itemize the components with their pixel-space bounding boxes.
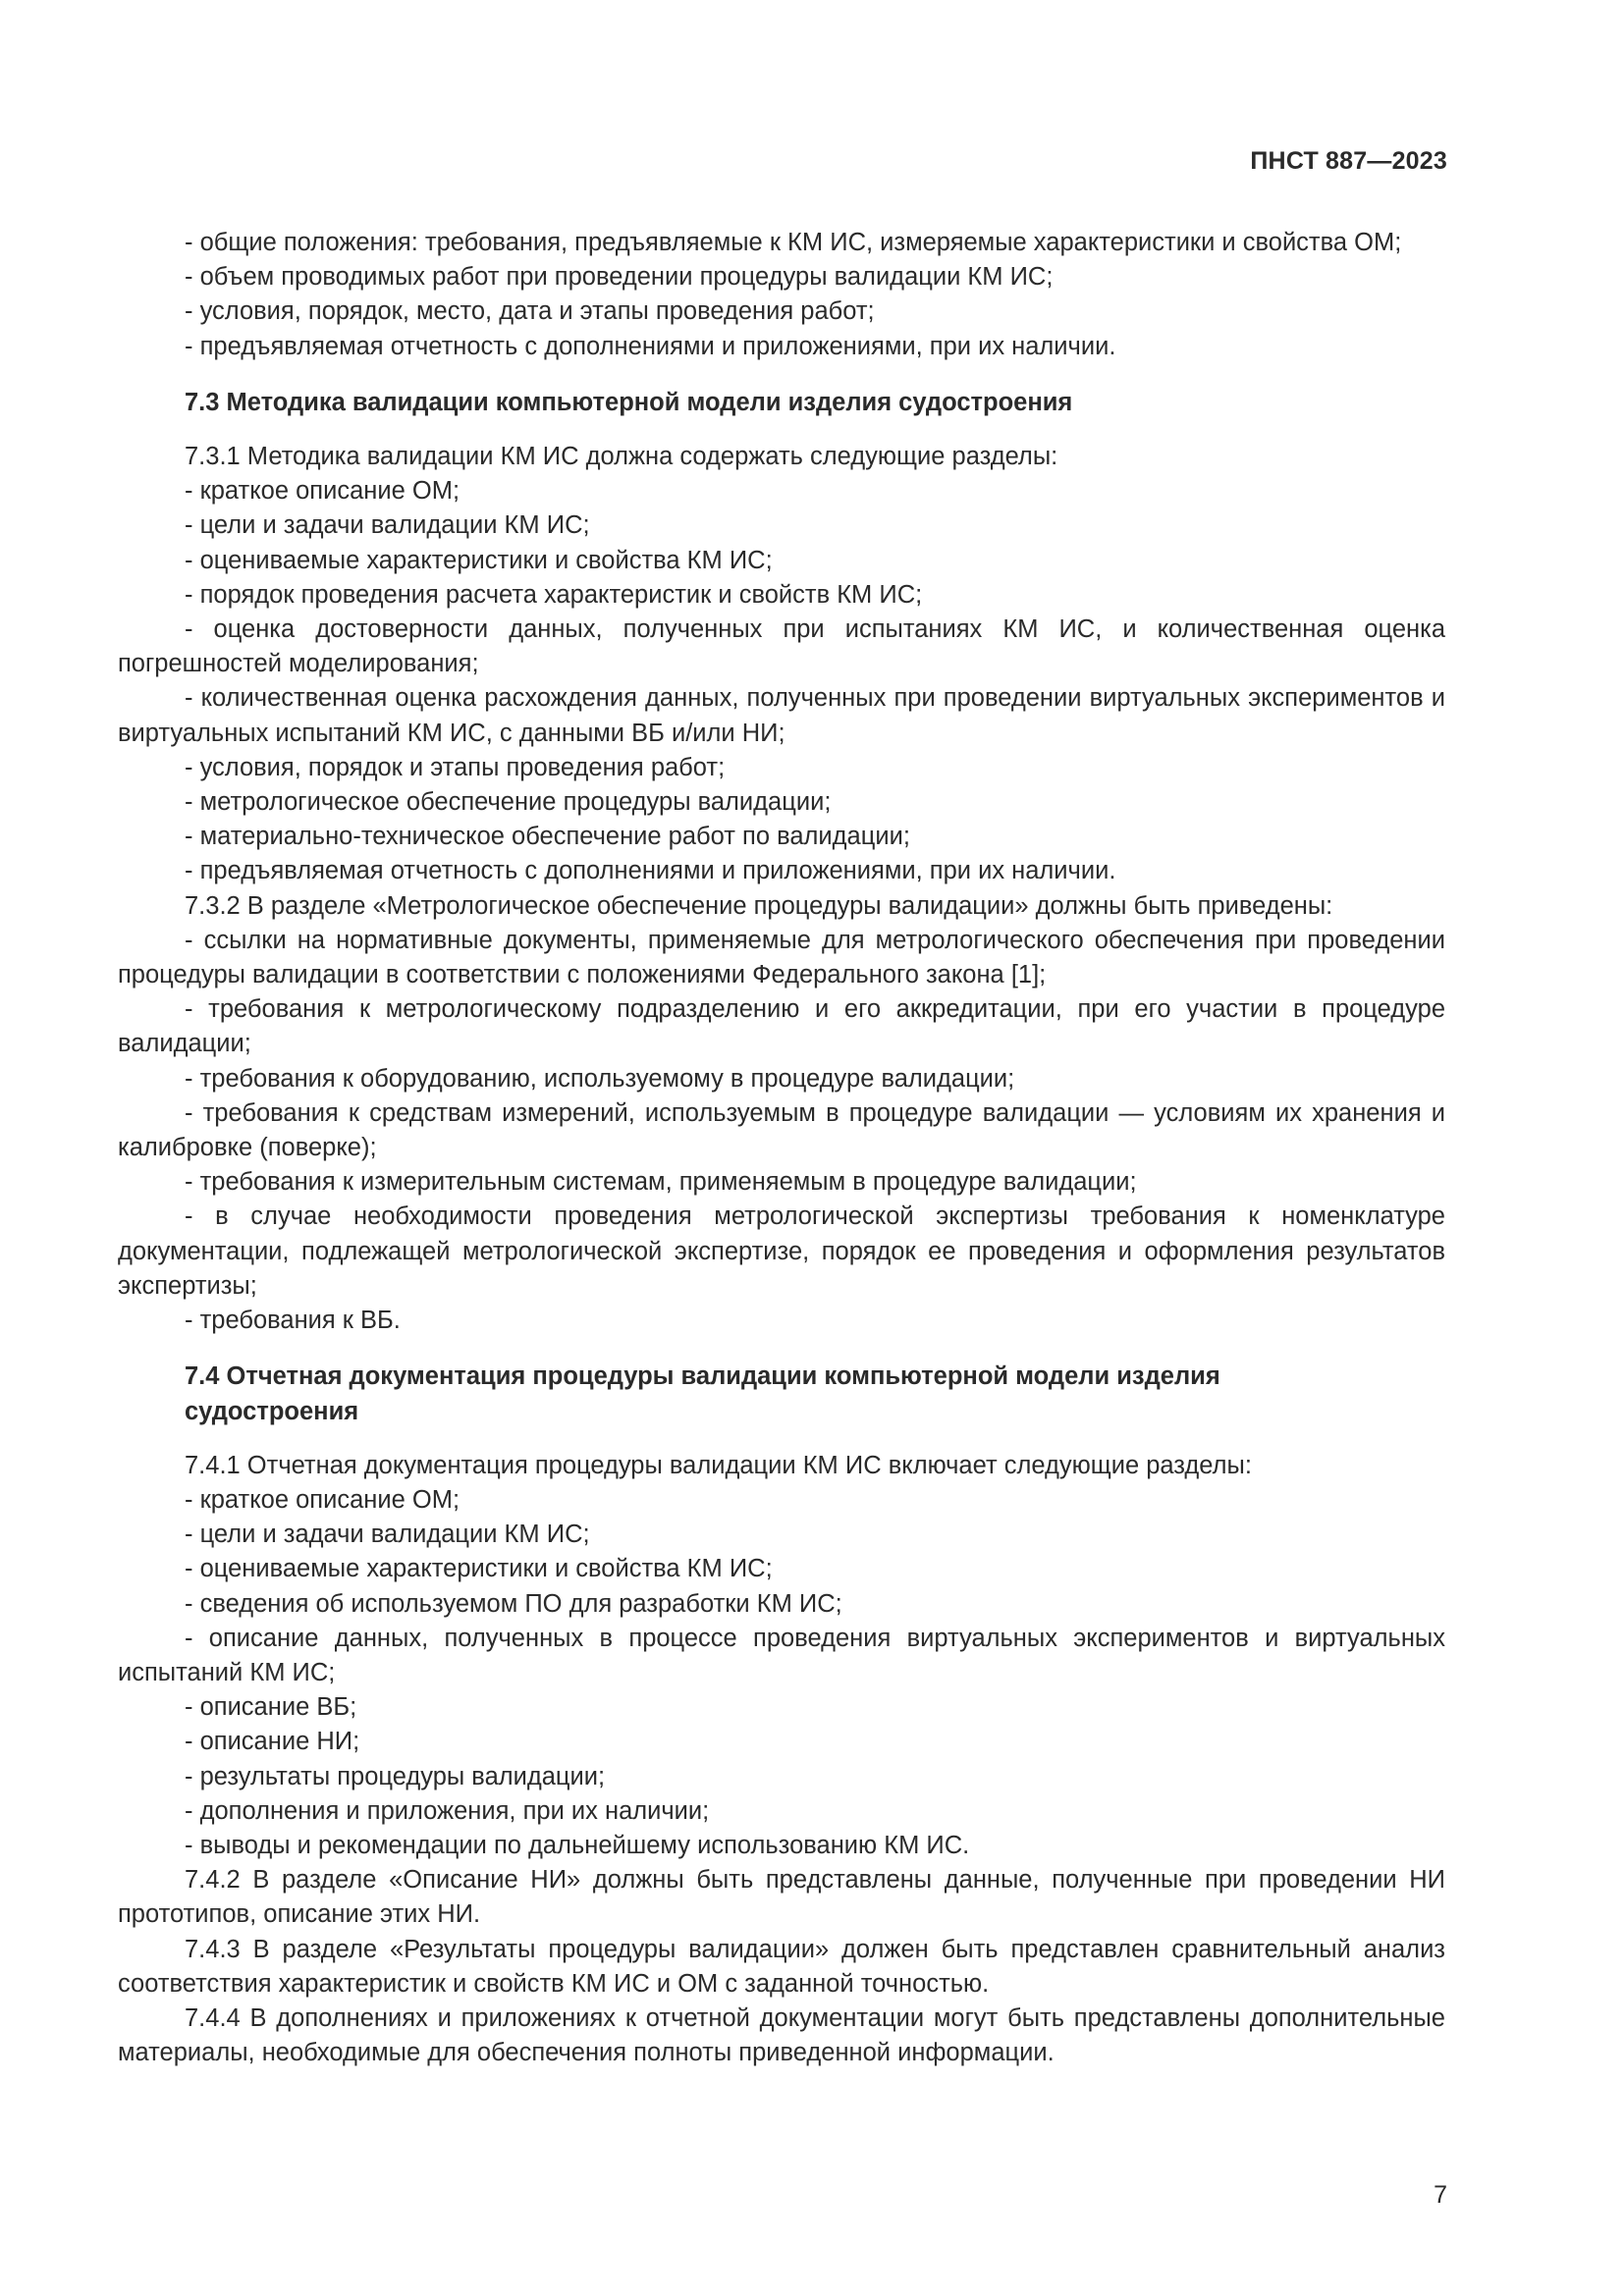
list-item: - общие положения: требования, предъявляемые к КМ ИС, измеряемые характеристики и свойства ОМ; — [185, 229, 1402, 256]
list-item: - описание ВБ; — [185, 1693, 357, 1722]
page-content — [118, 226, 1445, 2070]
list-item: - условия, порядок, место, дата и этапы проведения работ; — [185, 297, 875, 326]
list-item: - сведения об используемом ПО для разработки КМ ИС; — [185, 1589, 842, 1618]
list-item: - требования к оборудованию, используемому в процедуре валидации; — [185, 1064, 1015, 1093]
list-item: - оцениваемые характеристики и свойства КМ ИС; — [185, 1555, 773, 1583]
list-item: - описание НИ; — [185, 1728, 360, 1756]
list-item: - предъявляемая отчетность с дополнениями и приложениями, при их наличии. — [185, 332, 1116, 360]
paragraph: 7.3.1 Методика валидации КМ ИС должна содержать следующие разделы: — [185, 443, 1058, 471]
list-item: - метрологическое обеспечение процедуры валидации; — [185, 788, 832, 817]
list-item: - ссылки на нормативные документы, применяемые для метрологического обеспечения при проведении процедуры валидации в соответствии с положениями Федерального закона [1]; — [118, 926, 1445, 989]
list-item: - количественная оценка расхождения данных, полученных при проведении виртуальных экспериментов и виртуальных испытаний КМ ИС, с данными ВБ и/или НИ; — [118, 684, 1445, 747]
list-item: - материально-техническое обеспечение работ по валидации; — [185, 823, 910, 851]
list-item: - предъявляемая отчетность с дополнениями и приложениями, при их наличии. — [185, 857, 1116, 885]
list-item: - результаты процедуры валидации; — [185, 1762, 606, 1790]
list-item: - описание данных, полученных в процессе проведения виртуальных экспериментов и виртуальных испытаний КМ ИС; — [118, 1624, 1445, 1686]
list-item: - выводы и рекомендации по дальнейшему использованию КМ ИС. — [185, 1831, 970, 1859]
paragraph: 7.4.3 В разделе «Результаты процедуры валидации» должен быть представлен сравнительный анализ соответствия характеристик и свойств КМ ИС и ОМ с заданной точностью. — [118, 1935, 1445, 1998]
list-item: - дополнения и приложения, при их наличии; — [185, 1796, 710, 1825]
list-item: - требования к измерительным системам, применяемым в процедуре валидации; — [185, 1168, 1137, 1197]
list-item: - требования к метрологическому подразделению и его аккредитации, при его участии в процедуре валидации; — [118, 995, 1445, 1058]
list-item: - требования к ВБ. — [185, 1307, 401, 1335]
list-item: - краткое описание ОМ; — [185, 477, 460, 506]
list-item: - цели и задачи валидации КМ ИС; — [185, 511, 590, 540]
document-code: ПНСТ 887—2023 — [1250, 147, 1447, 175]
list-item: - цели и задачи валидации КМ ИС; — [185, 1521, 590, 1549]
list-item: - объем проводимых работ при проведении процедуры валидации КМ ИС; — [185, 263, 1054, 292]
paragraph: 7.4.4 В дополнениях и приложениях к отчетной документации могут быть представлены дополнительные материалы, необходимые для обеспечения полноты приведенной информации. — [118, 2003, 1445, 2067]
section-heading-line: судостроения — [185, 1397, 359, 1425]
section-heading-7-4 — [118, 1360, 1445, 1428]
list-item: - оцениваемые характеристики и свойства КМ ИС; — [185, 546, 773, 574]
paragraph: 7.3.2 В разделе «Метрологическое обеспечение процедуры валидации» должны быть приведены: — [185, 891, 1333, 920]
list-item: - краткое описание ОМ; — [185, 1485, 460, 1514]
section-heading-line: 7.4 Отчетная документация процедуры валидации компьютерной модели изделия — [185, 1362, 1220, 1391]
page-number: 7 — [1434, 2181, 1447, 2209]
list-item: - условия, порядок и этапы проведения работ; — [185, 753, 726, 781]
paragraph: 7.4.1 Отчетная документация процедуры валидации КМ ИС включает следующие разделы: — [185, 1451, 1252, 1479]
section-heading-7-3: 7.3 Методика валидации компьютерной модели изделия судостроения — [185, 388, 1073, 416]
list-item: - в случае необходимости проведения метрологической экспертизы требования к номенклатуре документации, подлежащей метрологической экспертизе, порядок ее проведения и оформления результатов экспертизы; — [118, 1202, 1445, 1300]
list-item: - порядок проведения расчета характеристик и свойств КМ ИС; — [185, 580, 923, 609]
list-item: - оценка достоверности данных, полученных при испытаниях КМ ИС, и количественная оценка погрешностей моделирования; — [118, 615, 1445, 678]
paragraph: 7.4.2 В разделе «Описание НИ» должны быть представлены данные, полученные при проведении НИ прототипов, описание этих НИ. — [118, 1866, 1445, 1929]
list-item: - требования к средствам измерений, используемым в процедуре валидации — условиям их хранения и калибровке (поверке); — [118, 1098, 1445, 1162]
